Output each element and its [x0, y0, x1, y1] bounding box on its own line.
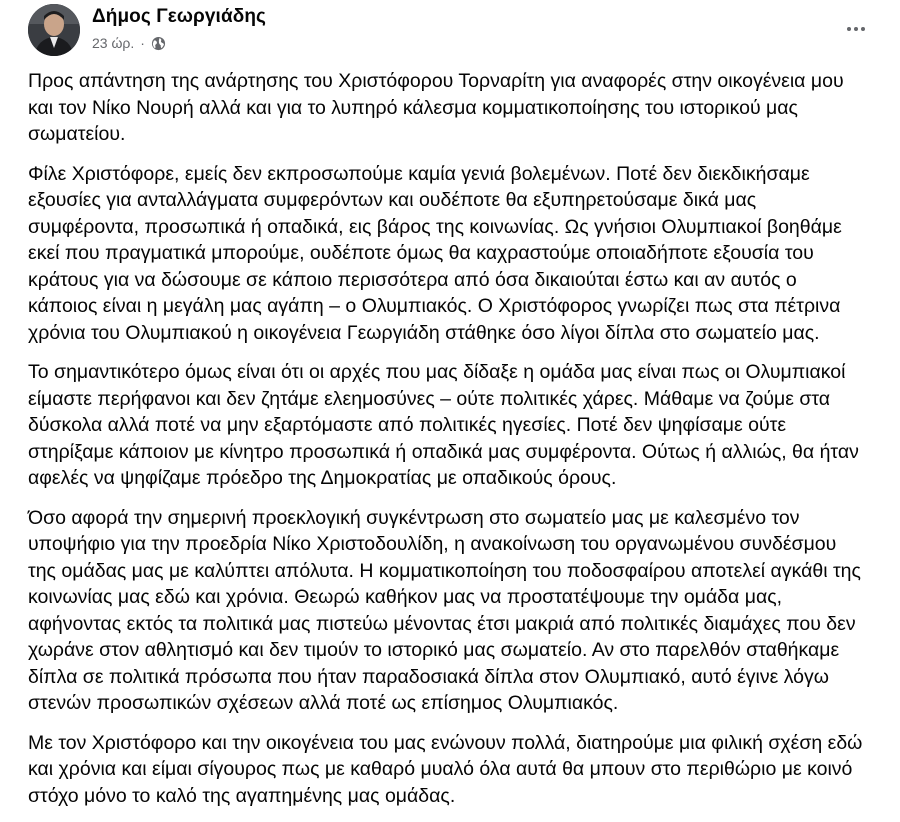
author-name[interactable]: Δήμος Γεωργιάδης [92, 6, 267, 27]
more-options-icon[interactable] [844, 18, 868, 40]
globe-icon[interactable] [151, 36, 166, 51]
post-paragraph: Φίλε Χριστόφορε, εμείς δεν εκπροσωπούμε καμία γενιά βολεμένων. Ποτέ δεν διεκδικήσαμε εξουσίες για ανταλλάγματα συμφερόντων και ουδέποτε θα εξυπηρετούσαμε δικά μας συμφέροντα, προσωπικά ή οπαδικά, εις βάρος της κοινωνίας. Ως γνήσιοι Ολυμπιακοί βοηθάμε εκεί που πραγματικά μπορούμε, ουδέποτε όμως θα καχραστούμε οποιαδήποτε εξουσία του κράτους για να δώσουμε σε κάποιο περισσότερα από όσα δικαιούται έστω και αν αυτός ο κάποιος είναι η μεγάλη μας αγάπη – ο Ολυμπιακός. Ο Χριστόφορος γνωρίζει πως στα πέτρινα χρόνια του Ολυμπιακού η οικογένεια Γεωργιάδη στάθηκε όσο λίγοι δίπλα στο σωματείο μας. [28, 162, 842, 344]
post-timestamp[interactable]: 23 ώρ. [92, 35, 135, 51]
post-paragraph: Προς απάντηση της ανάρτησης του Χριστόφορου Τορναρίτη για αναφορές στην οικογένεια μου και τον Νίκο Νουρή αλλά και για το λυπηρό κάλεσμα κομματικοποίησης του ιστορικού μας σωματείου. [28, 70, 844, 145]
post-paragraph: Όσο αφορά την σημερινή προεκλογική συγκέντρωση στο σωματείο μας με καλεσμένο τον υποψήφιο για την προεδρία Νίκο Χριστοδουλίδη, η ανακοίνωση του οργανωμένου συνδέσμου της ομάδας μας με καλύπτει απόλυτα. Η κομματικοποίηση του ποδοσφαίρου αποτελεί αγκάθι της κοινωνίας μας εδώ και χρόνια. Θεωρώ καθήκον μας να προστατέψουμε την ομάδα μας, αφήνοντας εκτός τα πολιτικά μας πιστεύω μένοντας έτσι μακριά από πολιτικές διαμάχες που δεν χωράνε στον αθλητισμό και δεν τιμούν το ιστορικό μας σωματείο. Αν στο παρελθόν σταθήκαμε δίπλα σε πολιτικά πρόσωπα που ήταν παραδοσιακά δίπλα στον Ολυμπιακό, αυτό έγινε λόγω στενών προσωπικών σχέσεων αλλά ποτέ ως επίσημος Ολυμπιακός. [28, 506, 861, 714]
post-meta [92, 35, 166, 51]
avatar[interactable] [28, 4, 80, 56]
post-body [28, 68, 866, 822]
post-paragraph: Το σημαντικότερο όμως είναι ότι οι αρχές που μας δίδαξε η ομάδα μας είναι πως οι Ολυμπιακοί είμαστε περήφανοι και δεν ζητάμε ελεημοσύνες – ούτε πολιτικές χάρες. Μάθαμε να ζούμε στα δύσκολα αλλά ποτέ να μην εξαρτόμαστε από πολιτικές ηγεσίες. Ποτέ δεν ψηφίσαμε ούτε στηρίξαμε κάποιον με κίνητρο προσωπικά ή οπαδικά μας συμφέροντα. Ούτως ή αλλιώς, θα ήταν αφελές να ψηφίζαμε πρόεδρο της Δημοκρατίας με οπαδικούς όρους. [28, 361, 859, 489]
meta-separator: · [140, 35, 145, 51]
post-paragraph: Με τον Χριστόφορο και την οικογένεια του μας ενώνουν πολλά, διατηρούμε μια φιλική σχέση εδώ και χρόνια και είμαι σίγουρος πως με καθαρό μυαλό όλα αυτά θα μπουν στο περιθώριο με κοινό στόχο μόνο το καλό της αγαπημένης μας ομάδας. [28, 731, 863, 807]
post-header [28, 4, 900, 62]
